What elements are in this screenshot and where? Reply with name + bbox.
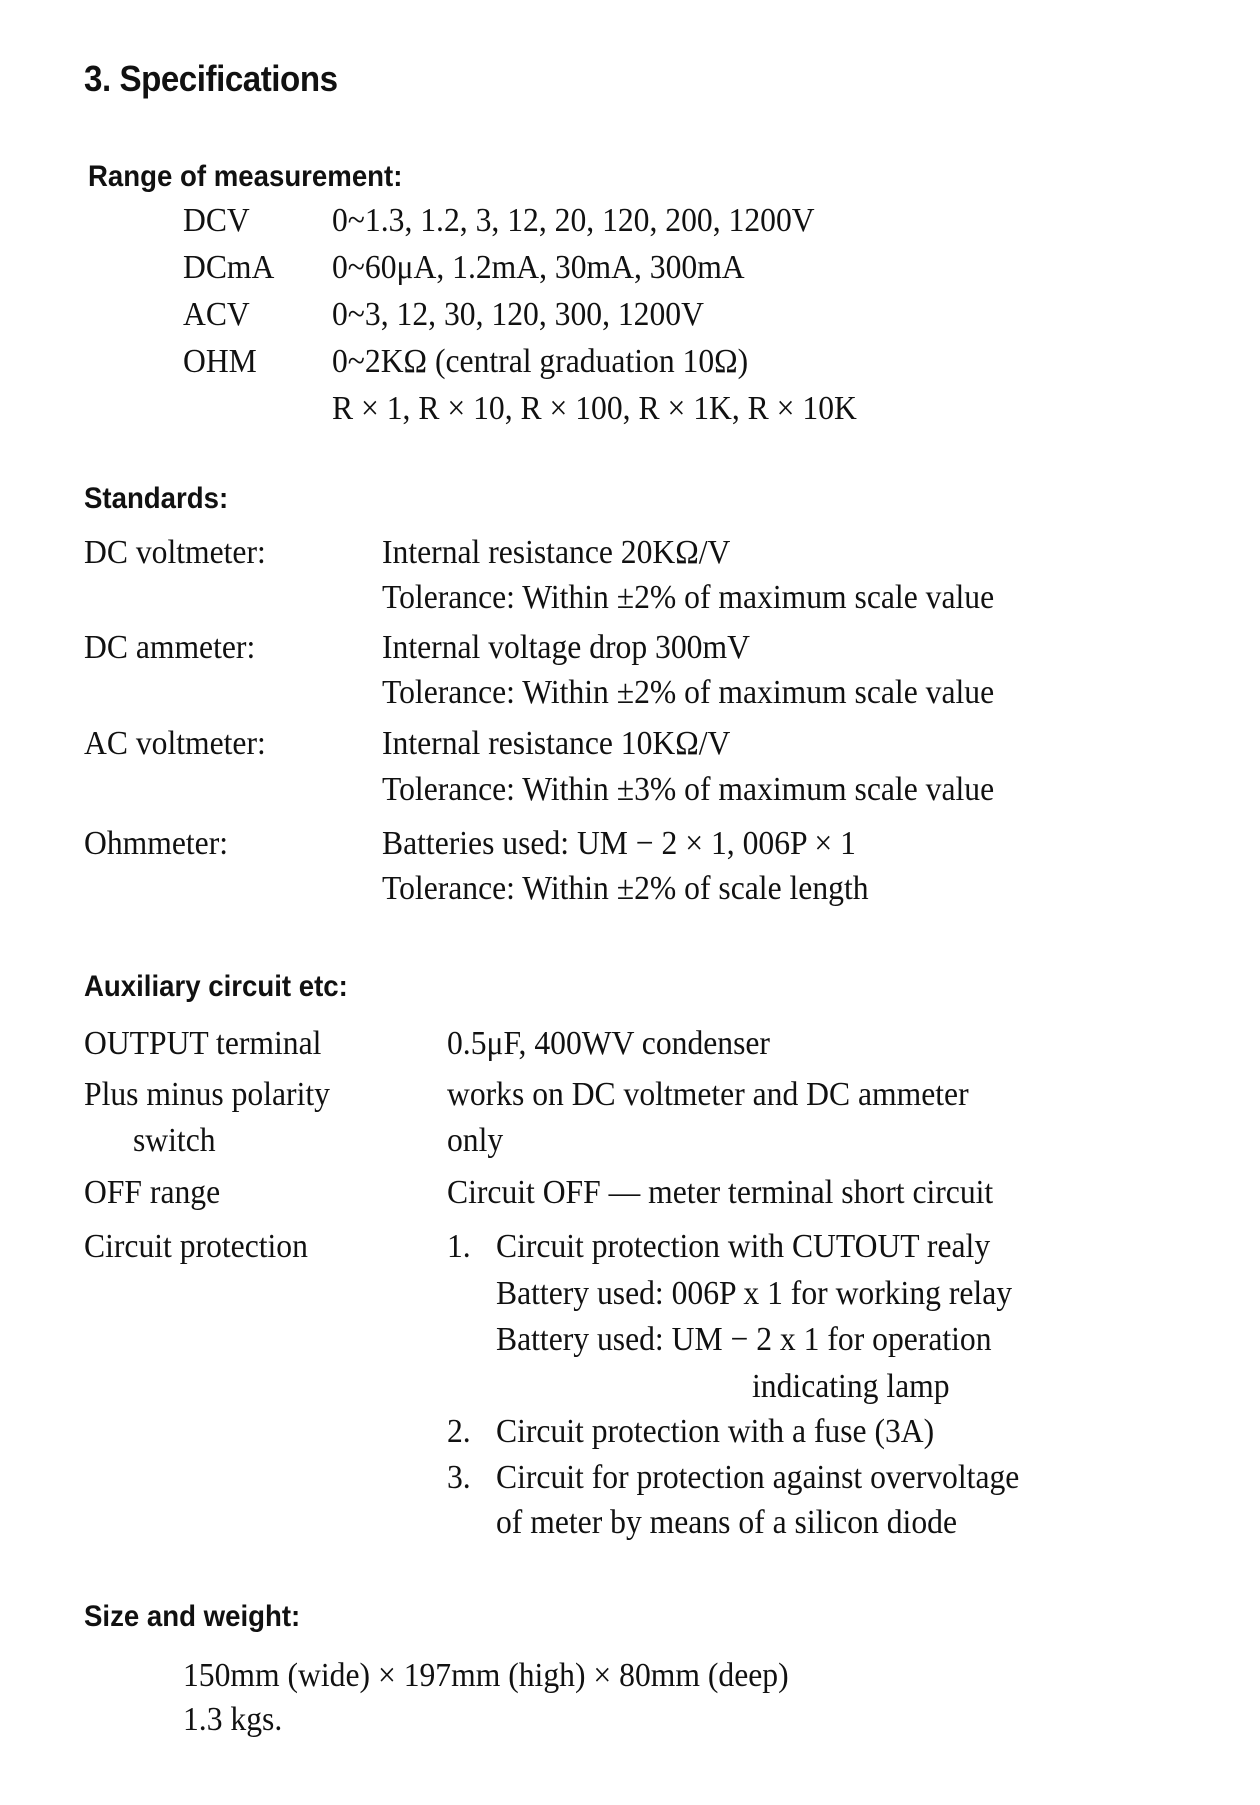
- range-label-ohm: OHM: [183, 343, 257, 380]
- protection-item-line: Circuit protection with a fuse (3A): [496, 1413, 935, 1450]
- protection-item-line: Battery used: 006P x 1 for working relay: [496, 1275, 1013, 1312]
- protection-item-number: 2.: [447, 1413, 471, 1450]
- aux-label-off: OFF range: [84, 1174, 221, 1211]
- auxiliary-heading: Auxiliary circuit etc:: [84, 970, 348, 1003]
- range-value-dcma: 0~60μA, 1.2mA, 30mA, 300mA: [332, 249, 745, 286]
- aux-label-polarity-cont: switch: [133, 1122, 216, 1159]
- range-label-dcv: DCV: [183, 202, 250, 239]
- size-weight-heading: Size and weight:: [84, 1600, 301, 1633]
- standards-value: Internal voltage drop 300mV: [382, 629, 750, 666]
- standards-label-ac-voltmeter: AC voltmeter:: [84, 725, 266, 762]
- standards-value: Internal resistance 20KΩ/V: [382, 534, 731, 571]
- page-title: 3. Specifications: [84, 58, 338, 99]
- protection-item-line: Circuit protection with CUTOUT realy: [496, 1228, 991, 1265]
- standards-tolerance: Tolerance: Within ±3% of maximum scale value: [382, 771, 995, 808]
- range-heading: Range of measurement:: [88, 160, 403, 193]
- protection-item-line: Battery used: UM − 2 x 1 for operation: [496, 1321, 992, 1358]
- range-value-ohm-multipliers: R × 1, R × 10, R × 100, R × 1K, R × 10K: [332, 390, 857, 427]
- standards-tolerance: Tolerance: Within ±2% of scale length: [382, 870, 869, 907]
- aux-value-output: 0.5μF, 400WV condenser: [447, 1025, 770, 1062]
- protection-item-number: 3.: [447, 1459, 471, 1496]
- standards-label-dc-voltmeter: DC voltmeter:: [84, 534, 266, 571]
- range-value-ohm: 0~2KΩ (central graduation 10Ω): [332, 343, 749, 380]
- standards-heading: Standards:: [84, 482, 229, 515]
- range-label-dcma: DCmA: [183, 249, 275, 286]
- standards-value: Batteries used: UM − 2 × 1, 006P × 1: [382, 825, 856, 862]
- standards-value: Internal resistance 10KΩ/V: [382, 725, 731, 762]
- protection-item-line: indicating lamp: [752, 1368, 950, 1405]
- protection-item-number: 1.: [447, 1228, 471, 1265]
- protection-item-line: of meter by means of a silicon diode: [496, 1504, 958, 1541]
- aux-value-polarity: works on DC voltmeter and DC ammeter: [447, 1076, 969, 1113]
- aux-value-polarity-cont: only: [447, 1122, 504, 1159]
- standards-label-ohmmeter: Ohmmeter:: [84, 825, 229, 862]
- standards-tolerance: Tolerance: Within ±2% of maximum scale value: [382, 674, 995, 711]
- weight: 1.3 kgs.: [183, 1701, 283, 1738]
- aux-label-protection: Circuit protection: [84, 1228, 308, 1265]
- standards-label-dc-ammeter: DC ammeter:: [84, 629, 256, 666]
- aux-label-polarity: Plus minus polarity: [84, 1076, 330, 1113]
- aux-value-off: Circuit OFF — meter terminal short circuit: [447, 1174, 994, 1211]
- range-value-dcv: 0~1.3, 1.2, 3, 12, 20, 120, 200, 1200V: [332, 202, 815, 239]
- range-label-acv: ACV: [183, 296, 250, 333]
- dimensions: 150mm (wide) × 197mm (high) × 80mm (deep): [183, 1657, 789, 1694]
- range-value-acv: 0~3, 12, 30, 120, 300, 1200V: [332, 296, 704, 333]
- aux-label-output: OUTPUT terminal: [84, 1025, 322, 1062]
- standards-tolerance: Tolerance: Within ±2% of maximum scale value: [382, 579, 995, 616]
- protection-item-line: Circuit for protection against overvoltage: [496, 1459, 1020, 1496]
